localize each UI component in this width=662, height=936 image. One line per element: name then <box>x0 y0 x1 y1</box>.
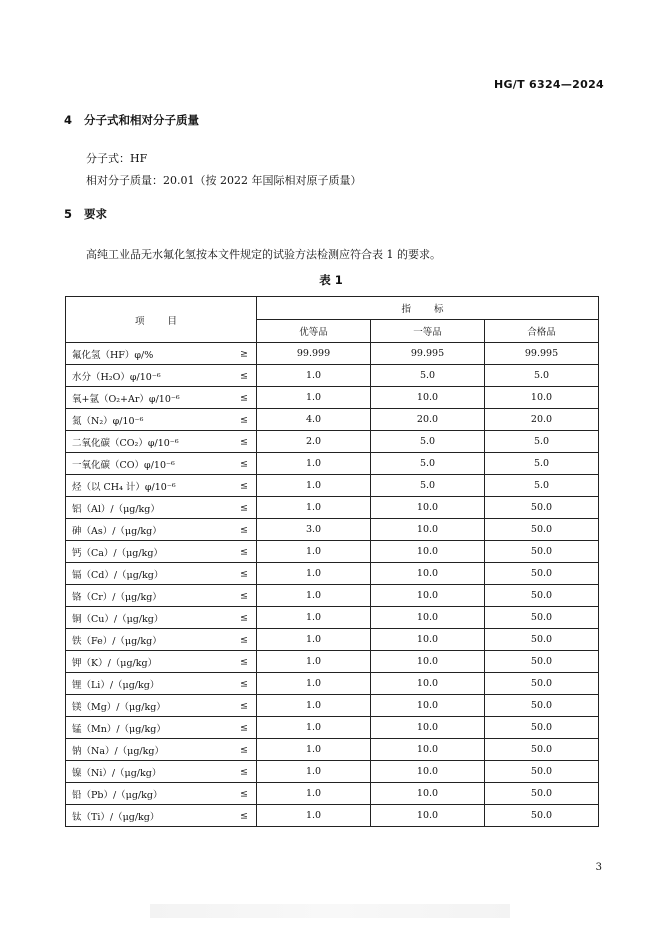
row-item-cell <box>66 519 257 541</box>
comparison-symbol: ≤ <box>240 700 248 711</box>
row-item-label: 烃（以 CH₄ 计）φ/10⁻⁶ <box>72 481 176 493</box>
comparison-symbol: ≤ <box>240 722 248 733</box>
value-first-grade: 10.0 <box>371 497 485 519</box>
row-item-cell <box>66 431 257 453</box>
table-row <box>66 651 599 673</box>
value-qualified-grade: 50.0 <box>485 695 599 717</box>
value-first-grade: 10.0 <box>371 651 485 673</box>
row-item-label: 氧+氩（O₂+Ar）φ/10⁻⁶ <box>72 393 180 405</box>
row-item-label: 锂（Li）/（μg/kg） <box>72 679 160 691</box>
value-qualified-grade: 50.0 <box>485 607 599 629</box>
value-qualified-grade: 5.0 <box>485 475 599 497</box>
value-superior-grade: 1.0 <box>257 695 371 717</box>
section-5-heading <box>64 206 107 222</box>
row-item-cell <box>66 365 257 387</box>
section-4-number: 4 <box>64 113 73 127</box>
row-item-cell <box>66 475 257 497</box>
value-qualified-grade: 50.0 <box>485 563 599 585</box>
value-superior-grade: 1.0 <box>257 541 371 563</box>
index-column-header: 指 标 <box>257 297 599 320</box>
section-4-title: 分子式和相对分子质量 <box>84 113 199 127</box>
value-qualified-grade: 5.0 <box>485 365 599 387</box>
comparison-symbol: ≤ <box>240 546 248 557</box>
value-superior-grade: 1.0 <box>257 453 371 475</box>
row-item-label: 铁（Fe）/（μg/kg） <box>72 635 162 647</box>
row-item-cell <box>66 585 257 607</box>
comparison-symbol: ≤ <box>240 502 248 513</box>
value-superior-grade: 1.0 <box>257 805 371 827</box>
value-qualified-grade: 50.0 <box>485 805 599 827</box>
value-superior-grade: 1.0 <box>257 739 371 761</box>
value-first-grade: 5.0 <box>371 431 485 453</box>
comparison-symbol: ≤ <box>240 524 248 535</box>
value-qualified-grade: 5.0 <box>485 431 599 453</box>
section-4-heading <box>64 112 199 128</box>
comparison-symbol: ≤ <box>240 810 248 821</box>
row-item-label: 钙（Ca）/（μg/kg） <box>72 547 163 559</box>
table-row <box>66 431 599 453</box>
row-item-label: 钛（Ti）/（μg/kg） <box>72 811 160 823</box>
section-5-title: 要求 <box>84 207 107 221</box>
value-qualified-grade: 50.0 <box>485 739 599 761</box>
comparison-symbol: ≤ <box>240 766 248 777</box>
value-first-grade: 10.0 <box>371 585 485 607</box>
comparison-symbol: ≤ <box>240 656 248 667</box>
row-item-label: 铝（Al）/（μg/kg） <box>72 503 160 515</box>
row-item-cell <box>66 563 257 585</box>
value-first-grade: 10.0 <box>371 629 485 651</box>
table-row <box>66 629 599 651</box>
table-row <box>66 783 599 805</box>
grade-header-first: 一等品 <box>371 320 485 343</box>
value-first-grade: 10.0 <box>371 673 485 695</box>
molecular-mass-line: 相对分子质量：20.01（按 2022 年国际相对原子质量） <box>86 174 362 187</box>
table-row <box>66 453 599 475</box>
value-first-grade: 10.0 <box>371 695 485 717</box>
row-item-cell <box>66 343 257 365</box>
comparison-symbol: ≤ <box>240 612 248 623</box>
value-first-grade: 5.0 <box>371 475 485 497</box>
page-number: 3 <box>595 862 602 873</box>
row-item-cell <box>66 387 257 409</box>
value-first-grade: 10.0 <box>371 607 485 629</box>
value-qualified-grade: 20.0 <box>485 409 599 431</box>
value-qualified-grade: 50.0 <box>485 673 599 695</box>
table-row <box>66 761 599 783</box>
value-superior-grade: 1.0 <box>257 387 371 409</box>
value-first-grade: 10.0 <box>371 519 485 541</box>
row-item-label: 锰（Mn）/（μg/kg） <box>72 723 166 735</box>
value-first-grade: 10.0 <box>371 563 485 585</box>
value-qualified-grade: 5.0 <box>485 453 599 475</box>
value-first-grade: 5.0 <box>371 365 485 387</box>
value-first-grade: 10.0 <box>371 387 485 409</box>
comparison-symbol: ≤ <box>240 788 248 799</box>
row-item-cell <box>66 497 257 519</box>
comparison-symbol: ≤ <box>240 480 248 491</box>
value-first-grade: 10.0 <box>371 783 485 805</box>
value-superior-grade: 1.0 <box>257 717 371 739</box>
comparison-symbol: ≤ <box>240 436 248 447</box>
table-row <box>66 387 599 409</box>
table-row <box>66 541 599 563</box>
row-item-cell <box>66 607 257 629</box>
table-row <box>66 717 599 739</box>
value-superior-grade: 1.0 <box>257 563 371 585</box>
comparison-symbol: ≤ <box>240 458 248 469</box>
table-body <box>66 343 599 827</box>
comparison-symbol: ≥ <box>240 348 248 359</box>
table-row <box>66 497 599 519</box>
table-row <box>66 519 599 541</box>
faint-watermark <box>150 904 510 918</box>
row-item-label: 铅（Pb）/（μg/kg） <box>72 789 163 801</box>
comparison-symbol: ≤ <box>240 590 248 601</box>
table-row <box>66 475 599 497</box>
row-item-cell <box>66 651 257 673</box>
row-item-label: 氟化氢（HF）φ/% <box>72 349 154 361</box>
value-qualified-grade: 50.0 <box>485 519 599 541</box>
table-row <box>66 585 599 607</box>
value-superior-grade: 3.0 <box>257 519 371 541</box>
value-first-grade: 20.0 <box>371 409 485 431</box>
row-item-cell <box>66 761 257 783</box>
value-qualified-grade: 50.0 <box>485 497 599 519</box>
value-first-grade: 99.995 <box>371 343 485 365</box>
table-row <box>66 607 599 629</box>
row-item-cell <box>66 541 257 563</box>
value-qualified-grade: 50.0 <box>485 783 599 805</box>
row-item-cell <box>66 409 257 431</box>
row-item-cell <box>66 695 257 717</box>
row-item-label: 砷（As）/（μg/kg） <box>72 525 162 537</box>
value-qualified-grade: 50.0 <box>485 585 599 607</box>
value-superior-grade: 1.0 <box>257 607 371 629</box>
requirements-paragraph: 高纯工业品无水氟化氢按本文件规定的试验方法检测应符合表 1 的要求。 <box>86 248 441 261</box>
value-qualified-grade: 50.0 <box>485 761 599 783</box>
table-row <box>66 409 599 431</box>
comparison-symbol: ≤ <box>240 414 248 425</box>
value-qualified-grade: 50.0 <box>485 541 599 563</box>
comparison-symbol: ≤ <box>240 392 248 403</box>
value-superior-grade: 1.0 <box>257 673 371 695</box>
row-item-label: 水分（H₂O）φ/10⁻⁶ <box>72 371 161 383</box>
value-superior-grade: 1.0 <box>257 475 371 497</box>
value-first-grade: 10.0 <box>371 739 485 761</box>
item-column-header: 项 目 <box>66 297 257 343</box>
table-row <box>66 563 599 585</box>
value-qualified-grade: 50.0 <box>485 629 599 651</box>
row-item-label: 镍（Ni）/（μg/kg） <box>72 767 162 779</box>
row-item-label: 镁（Mg）/（μg/kg） <box>72 701 166 713</box>
value-superior-grade: 1.0 <box>257 365 371 387</box>
row-item-cell <box>66 805 257 827</box>
row-item-label: 一氧化碳（CO）φ/10⁻⁶ <box>72 459 175 471</box>
value-superior-grade: 1.0 <box>257 783 371 805</box>
value-first-grade: 10.0 <box>371 717 485 739</box>
standard-code: HG/T 6324—2024 <box>493 78 604 91</box>
row-item-cell <box>66 673 257 695</box>
grade-header-superior: 优等品 <box>257 320 371 343</box>
row-item-label: 铬（Cr）/（μg/kg） <box>72 591 162 603</box>
table-row <box>66 805 599 827</box>
row-item-cell <box>66 453 257 475</box>
value-qualified-grade: 50.0 <box>485 717 599 739</box>
requirements-table <box>65 296 599 827</box>
row-item-label: 铜（Cu）/（μg/kg） <box>72 613 164 625</box>
row-item-label: 钠（Na）/（μg/kg） <box>72 745 164 757</box>
value-qualified-grade: 10.0 <box>485 387 599 409</box>
table-caption: 表 1 <box>319 273 343 287</box>
value-superior-grade: 1.0 <box>257 629 371 651</box>
row-item-cell <box>66 783 257 805</box>
value-first-grade: 10.0 <box>371 805 485 827</box>
row-item-label: 镉（Cd）/（μg/kg） <box>72 569 164 581</box>
section-5-number: 5 <box>64 207 73 221</box>
comparison-symbol: ≤ <box>240 678 248 689</box>
value-superior-grade: 1.0 <box>257 761 371 783</box>
table-row <box>66 695 599 717</box>
row-item-cell <box>66 629 257 651</box>
row-item-label: 钾（K）/（μg/kg） <box>72 657 158 669</box>
value-superior-grade: 99.999 <box>257 343 371 365</box>
table-row <box>66 365 599 387</box>
comparison-symbol: ≤ <box>240 370 248 381</box>
row-item-cell <box>66 739 257 761</box>
value-first-grade: 10.0 <box>371 761 485 783</box>
table-row <box>66 343 599 365</box>
comparison-symbol: ≤ <box>240 744 248 755</box>
value-superior-grade: 1.0 <box>257 497 371 519</box>
row-item-label: 氮（N₂）φ/10⁻⁶ <box>72 415 144 427</box>
value-superior-grade: 1.0 <box>257 585 371 607</box>
table-row <box>66 673 599 695</box>
row-item-label: 二氧化碳（CO₂）φ/10⁻⁶ <box>72 437 179 449</box>
value-first-grade: 5.0 <box>371 453 485 475</box>
value-qualified-grade: 50.0 <box>485 651 599 673</box>
molecular-formula-line: 分子式：HF <box>86 152 148 165</box>
value-superior-grade: 1.0 <box>257 651 371 673</box>
row-item-cell <box>66 717 257 739</box>
value-qualified-grade: 99.995 <box>485 343 599 365</box>
comparison-symbol: ≤ <box>240 568 248 579</box>
grade-header-qualified: 合格品 <box>485 320 599 343</box>
comparison-symbol: ≤ <box>240 634 248 645</box>
value-superior-grade: 2.0 <box>257 431 371 453</box>
value-first-grade: 10.0 <box>371 541 485 563</box>
table-row <box>66 739 599 761</box>
value-superior-grade: 4.0 <box>257 409 371 431</box>
